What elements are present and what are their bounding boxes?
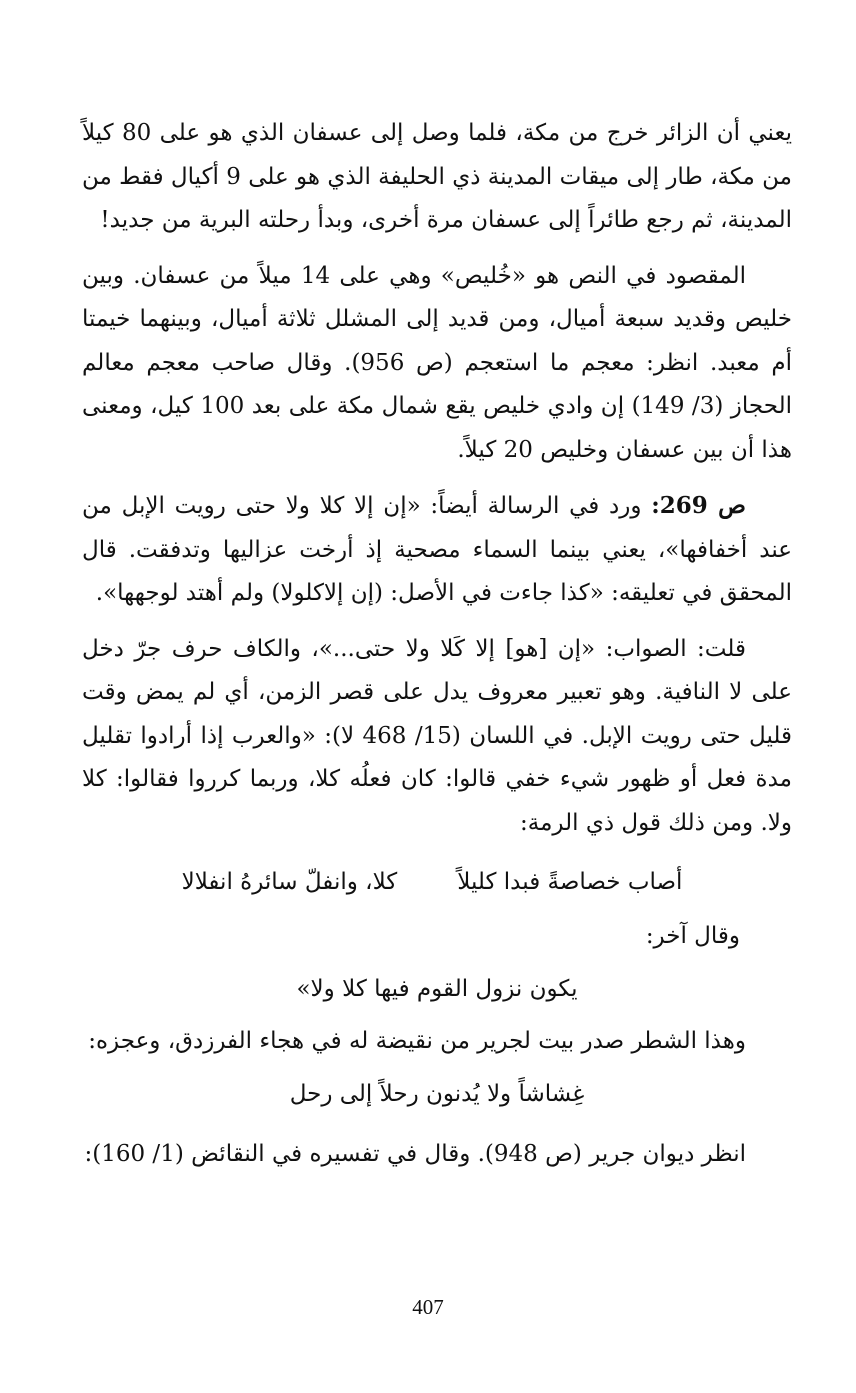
page-body	[82, 112, 792, 1176]
page-number: 407	[412, 1295, 444, 1319]
paragraph-diwan-reference: انظر ديوان جرير (ص 948). وقال في تفسيره في النقائض (1/ 160):	[84, 1140, 746, 1167]
paragraph-page-269-text: ورد في الرسالة أيضاً: «إن إلا كلا ولا حتى رويت الإبل من عند أخفافها»، يعني بينما السماء مصحية إذ أرخت عزاليها وتدفقت. قال المحقق في تعليقه: «كذا جاءت في الأصل: (إن إلاكلولا) ولم أهتد لوجهها».	[82, 493, 792, 606]
paragraph-jarir: وهذا الشطر صدر بيت لجرير من نقيضة له في هجاء الفرزدق، وعجزه:	[88, 1027, 746, 1054]
paragraph-correction: قلت: الصواب: «إن [هو] إلا كَلا ولا حتى...»، والكاف حرف جرّ دخل على لا النافية. وهو تعبير معروف يدل على قصر الزمن، أي لم يمض وقت قليل حتى رويت الإبل. في اللسان (15/ 468 لا): «والعرب إذا أرادوا تقليل مدة فعل أو ظهور شيء خفي قالوا: كان فعلُه كلا، وربما كرروا فقالوا: كلا ولا. ومن ذلك قول ذي الرمة:	[82, 635, 792, 836]
verse-first-hemistich: أصاب خصاصةً فبدا كليلاً	[457, 869, 683, 895]
verse-second-hemistich: كلا، وانفلّ سائرهُ انفلالا	[181, 869, 398, 895]
verse-dhu-al-rumma	[82, 861, 792, 905]
paragraph-asfan-route: يعني أن الزائر خرج من مكة، فلما وصل إلى عسفان الذي هو على 80 كيلاً من مكة، طار إلى ميقات المدينة ذي الحليفة الذي هو على 9 أكيال فقط من المدينة، ثم رجع طائراً إلى عسفان مرة أخرى، وبدأ رحلته البرية من جديد!	[82, 120, 792, 233]
paragraph-page-269	[82, 484, 792, 616]
page-reference-label: ص 269:	[651, 492, 746, 519]
verse-another-poet: يكون نزول القوم فيها كلا ولا»	[296, 976, 578, 1002]
verse-jarir-second-half: غِشاشاً ولا يُدنون رحلاً إلى رحل	[289, 1081, 585, 1107]
another-poet-intro: وقال آخر:	[645, 922, 740, 949]
paragraph-khulais: المقصود في النص هو «خُليص» وهي على 14 ميلاً من عسفان. وبين خليص وقديد سبعة أميال، ومن قديد إلى المشلل ثلاثة أميال، وبينهما خيمتا أم معبد. انظر: معجم ما استعجم (ص 956). وقال صاحب معجم معالم الحجاز (3/ 149) إن وادي خليص يقع شمال مكة على بعد 100 كيل، ومعنى هذا أن بين عسفان وخليص 20 كيلاً.	[82, 262, 792, 463]
